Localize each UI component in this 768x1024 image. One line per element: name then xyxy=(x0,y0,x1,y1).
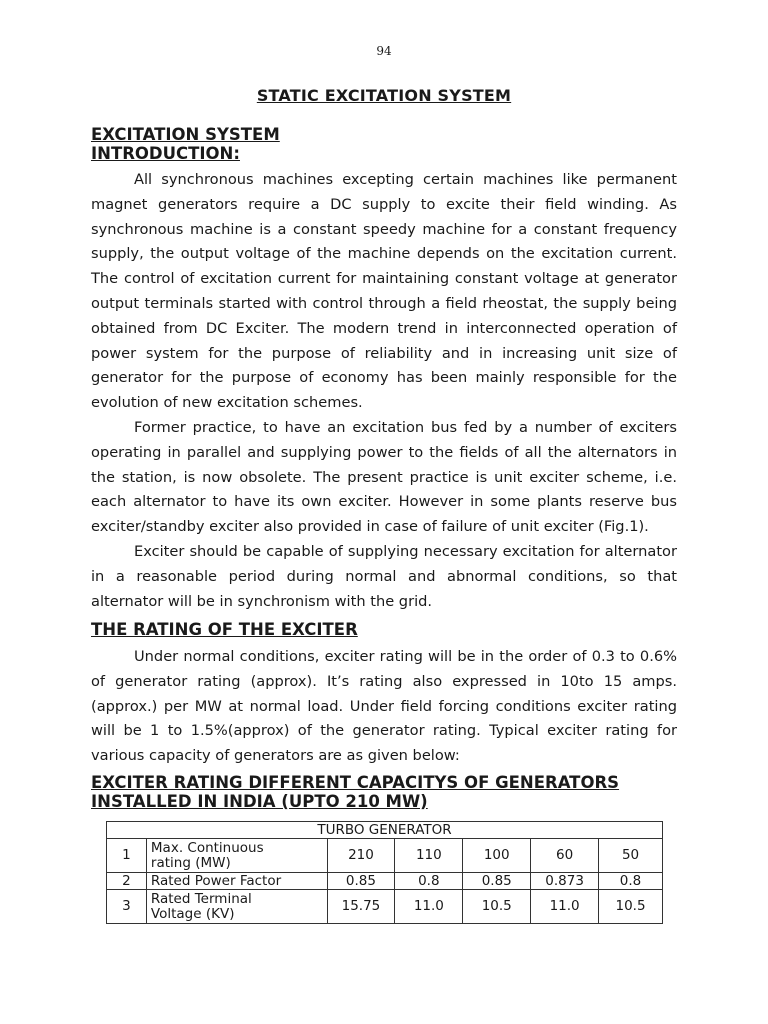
row-label: Rated Power Factor xyxy=(146,873,327,890)
heading-line: EXCITATION SYSTEM xyxy=(91,125,280,144)
table-header-cell: TURBO GENERATOR xyxy=(107,822,663,839)
table-cell: 0.8 xyxy=(395,873,463,890)
row-label-line: Voltage (KV) xyxy=(150,905,235,922)
table-cell: 60 xyxy=(531,839,599,873)
table-cell: 10.5 xyxy=(599,890,663,924)
rating-text xyxy=(91,645,677,769)
table-header-row xyxy=(107,822,663,839)
table-cell: 11.0 xyxy=(531,890,599,924)
table-cell: 100 xyxy=(463,839,531,873)
row-number: 1 xyxy=(107,839,147,873)
page-number: 94 xyxy=(376,44,392,58)
paragraph: Former practice, to have an excitation bus fed by a number of exciters operating in parallel and supplying power to the fields of all the alternators in the station, is now obsolete. The present practice is unit exciter scheme, i.e. each alternator to have its own exciter. However in some plants reserve bus exciter/standby exciter also provided in case of failure of unit exciter (Fig.1). xyxy=(91,418,677,536)
row-label-line: Max. Continuous xyxy=(150,839,264,856)
paragraph: Under normal conditions, exciter rating will be in the order of 0.3 to 0.6% of generator rating (approx). It’s rating also expressed in 10to 15 amps. (approx.) per MW at normal load. Under field forcing conditions exciter rating will be 1 to 1.5%(approx) of the generator rating. Typical exciter rating for various capacity of generators are as given below: xyxy=(91,648,677,765)
row-label-line: Rated Terminal xyxy=(150,890,252,907)
table-cell: 0.873 xyxy=(531,873,599,890)
table-cell: 210 xyxy=(327,839,395,873)
table-cell: 15.75 xyxy=(327,890,395,924)
row-label-line: rating (MW) xyxy=(150,854,231,871)
paragraph: All synchronous machines excepting certain machines like permanent magnet generators require a DC supply to excite their field winding. As synchronous machine is a constant speedy machine for a constant frequency supply, the output voltage of the machine depends on the excitation current. The control of excitation current for maintaining constant voltage at generator output terminals started with control through a field rheostat, the supply being obtained from DC Exciter. The modern trend in interconnected operation of power system for the purpose of reliability and in increasing unit size of generator for the purpose of economy has been mainly responsible for the evolution of new excitation schemes. xyxy=(91,171,677,412)
exciter-rating-table xyxy=(106,821,663,924)
table-cell: 0.85 xyxy=(327,873,395,890)
table-cell: 50 xyxy=(599,839,663,873)
row-label xyxy=(146,839,327,873)
page-title: STATIC EXCITATION SYSTEM xyxy=(256,86,512,105)
table-row xyxy=(107,890,663,924)
paragraph: Exciter should be capable of supplying necessary excitation for alternator in a reasonable period during normal and abnormal conditions, so that alternator will be in synchronism with the grid. xyxy=(91,542,677,610)
heading-line: INTRODUCTION: xyxy=(91,144,240,163)
row-number: 2 xyxy=(107,873,147,890)
section-heading-rating: THE RATING OF THE EXCITER xyxy=(91,620,358,639)
intro-text xyxy=(91,168,677,614)
table-row xyxy=(107,839,663,873)
table-cell: 0.85 xyxy=(463,873,531,890)
section-heading-introduction xyxy=(91,125,691,163)
table-cell: 11.0 xyxy=(395,890,463,924)
section-heading-exciter-rating xyxy=(91,773,691,811)
table-row xyxy=(107,873,663,890)
table-cell: 110 xyxy=(395,839,463,873)
table-cell: 0.8 xyxy=(599,873,663,890)
row-label xyxy=(146,890,327,924)
heading-line: EXCITER RATING DIFFERENT CAPACITYS OF GENERATORS xyxy=(91,773,620,792)
row-number: 3 xyxy=(107,890,147,924)
table-cell: 10.5 xyxy=(463,890,531,924)
heading-line: INSTALLED IN INDIA (UPTO 210 MW) xyxy=(91,792,428,811)
